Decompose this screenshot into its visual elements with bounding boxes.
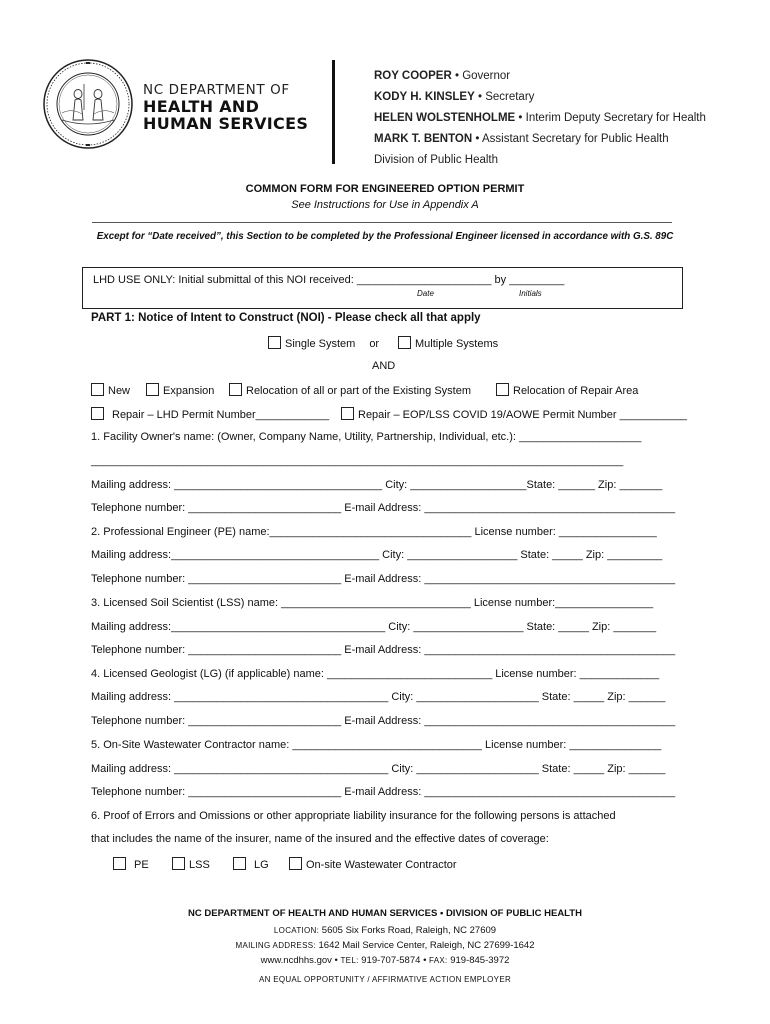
proof-pe-option[interactable]: PE <box>113 857 149 871</box>
proof-lss-checkbox[interactable] <box>172 857 185 870</box>
dept-line-2: HEALTH AND <box>143 97 260 116</box>
lg-name-field[interactable]: 4. Licensed Geologist (LG) (if applicable) name: ___________________________ License number: _____________ <box>91 668 660 680</box>
pe-phone-email-field[interactable]: Telephone number: _________________________ E-mail Address: _________________________________________ <box>91 573 676 585</box>
lhd-date-label: Date <box>417 289 434 298</box>
insurance-statement-continued: that includes the name of the insurer, name of the insured and the effective dates of coverage: <box>91 833 549 845</box>
relocation-existing-option[interactable]: Relocation of all or part of the Existing System <box>229 383 471 397</box>
lhd-use-text[interactable]: LHD USE ONLY: Initial submittal of this NOI received: ______________________ by _________ <box>93 274 565 286</box>
lss-mailing-field[interactable]: Mailing address:___________________________________ City: __________________ State: _____ Zip: _______ <box>91 621 657 633</box>
insurance-statement: 6. Proof of Errors and Omissions or other appropriate liability insurance for the following persons is attached <box>91 810 616 822</box>
relocation-repair-option[interactable]: Relocation of Repair Area <box>496 383 638 397</box>
division-name: Division of Public Health <box>374 154 499 166</box>
proof-contractor-checkbox[interactable] <box>289 857 302 870</box>
new-option[interactable]: New <box>91 383 130 397</box>
department-name <box>143 82 323 132</box>
multiple-systems-checkbox[interactable] <box>398 336 411 349</box>
footer-website-link[interactable]: www.ncdhhs.gov <box>260 955 332 966</box>
proof-contractor-option[interactable]: On-site Wastewater Contractor <box>289 857 457 871</box>
proof-lg-option[interactable]: LG <box>233 857 269 871</box>
single-system-option[interactable]: Single System or <box>268 336 379 350</box>
footer-location: LOCATION: 5605 Six Forks Road, Raleigh, NC 27609 <box>273 925 497 936</box>
exception-note: Except for “Date received”, this Section to be completed by the Professional Engineer licensed in accordance with G.S. 89C <box>96 231 674 242</box>
contractor-phone-email-field[interactable]: Telephone number: _________________________ E-mail Address: _________________________________________ <box>91 786 676 798</box>
proof-pe-checkbox[interactable] <box>113 857 126 870</box>
new-checkbox[interactable] <box>91 383 104 396</box>
proof-lss-option[interactable]: LSS <box>172 857 210 871</box>
divider <box>92 222 672 223</box>
owner-name-continued-field[interactable]: _______________________________________________________________________________________ <box>91 455 624 467</box>
repair-lhd-option[interactable]: Repair – LHD Permit Number____________ <box>91 407 329 421</box>
lg-mailing-field[interactable]: Mailing address: ___________________________________ City: ____________________ State: _____ Zip: ______ <box>91 691 666 703</box>
form-title: COMMON FORM FOR ENGINEERED OPTION PERMIT <box>245 183 525 195</box>
contractor-name-field[interactable]: 5. On-Site Wastewater Contractor name: _______________________________ License number: _______________ <box>91 739 662 751</box>
footer-department: NC DEPARTMENT OF HEALTH AND HUMAN SERVICES • DIVISION OF PUBLIC HEALTH <box>188 908 582 919</box>
single-system-checkbox[interactable] <box>268 336 281 349</box>
expansion-checkbox[interactable] <box>146 383 159 396</box>
lhd-initials-label: Initials <box>519 289 542 298</box>
relocation-repair-checkbox[interactable] <box>496 383 509 396</box>
owner-phone-email-field[interactable]: Telephone number: _________________________ E-mail Address: _________________________________________ <box>91 502 676 514</box>
official-row: KODY H. KINSLEY • Secretary <box>374 91 535 103</box>
contractor-mailing-field[interactable]: Mailing address: ___________________________________ City: ____________________ State: _____ Zip: ______ <box>91 763 666 775</box>
pe-name-field[interactable]: 2. Professional Engineer (PE) name:_________________________________ License number: ________________ <box>91 526 657 538</box>
and-label: AND <box>372 360 396 372</box>
lg-phone-email-field[interactable]: Telephone number: _________________________ E-mail Address: _________________________________________ <box>91 715 676 727</box>
official-row: MARK T. BENTON • Assistant Secretary for Public Health <box>374 133 669 145</box>
footer-contact: www.ncdhhs.gov • TEL: 919-707-5874 • FAX: 919-845-3972 <box>260 955 510 966</box>
repair-lhd-checkbox[interactable] <box>91 407 104 420</box>
officials-list <box>374 66 706 171</box>
pe-mailing-field[interactable]: Mailing address:__________________________________ City: __________________ State: _____ Zip: _________ <box>91 549 663 561</box>
repair-eop-checkbox[interactable] <box>341 407 354 420</box>
dept-line-3: HUMAN SERVICES <box>143 114 309 133</box>
official-row: HELEN WOLSTENHOLME • Interim Deputy Secretary for Health <box>374 112 706 124</box>
lss-name-field[interactable]: 3. Licensed Soil Scientist (LSS) name: _______________________________ License number:________________ <box>91 597 654 609</box>
state-seal-logo <box>42 58 134 150</box>
footer-mailing: MAILING ADDRESS: 1642 Mail Service Center, Raleigh, NC 27699-1642 <box>235 940 535 951</box>
footer-equal-opportunity: AN EQUAL OPPORTUNITY / AFFIRMATIVE ACTION EMPLOYER <box>258 975 512 984</box>
dept-line-1: NC DEPARTMENT OF <box>143 82 290 98</box>
official-row: ROY COOPER • Governor <box>374 70 511 82</box>
multiple-systems-option[interactable]: Multiple Systems <box>398 336 498 350</box>
expansion-option[interactable]: Expansion <box>146 383 214 397</box>
owner-name-field[interactable]: 1. Facility Owner's name: (Owner, Company Name, Utility, Partnership, Individual, etc.): ____________________ <box>91 431 642 443</box>
part1-heading: PART 1: Notice of Intent to Construct (NOI) - Please check all that apply <box>91 312 481 324</box>
repair-eop-option[interactable]: Repair – EOP/LSS COVID 19/AOWE Permit Number ___________ <box>341 407 687 421</box>
form-subtitle: See Instructions for Use in Appendix A <box>291 199 479 211</box>
owner-mailing-field[interactable]: Mailing address: __________________________________ City: ___________________State: ______ Zip: _______ <box>91 479 663 491</box>
relocation-existing-checkbox[interactable] <box>229 383 242 396</box>
proof-lg-checkbox[interactable] <box>233 857 246 870</box>
header-divider <box>332 60 335 164</box>
lss-phone-email-field[interactable]: Telephone number: _________________________ E-mail Address: _________________________________________ <box>91 644 676 656</box>
